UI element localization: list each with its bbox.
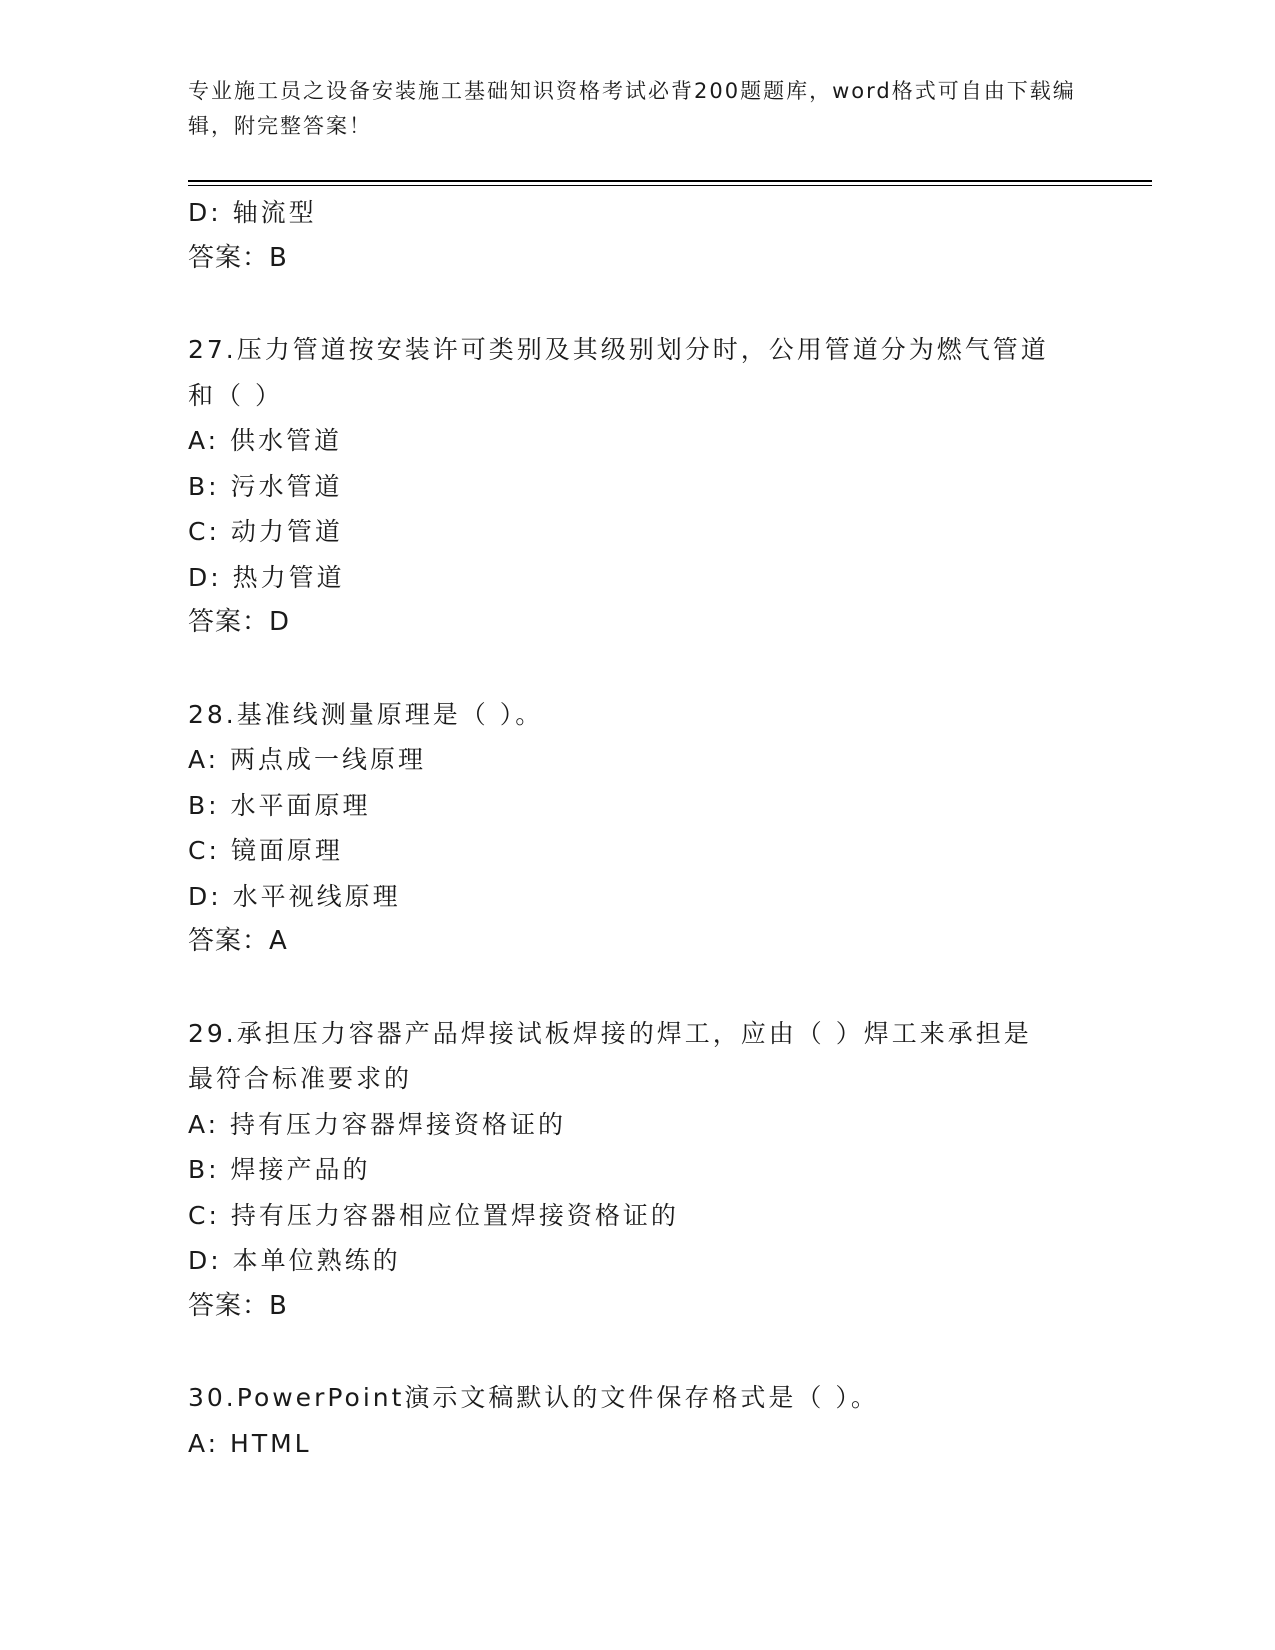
option-a: A: 供水管道 [188, 426, 343, 455]
question-29 [188, 1011, 1088, 1330]
option-a: A: HTML [188, 1428, 312, 1458]
header-divider-thick [188, 180, 1152, 182]
option-d: D: 热力管道 [188, 562, 345, 592]
option-a: A: 两点成一线原理 [188, 745, 427, 774]
header-divider-thin [188, 185, 1152, 186]
option-d: D: 水平视线原理 [188, 881, 401, 911]
answer-line: 答案：B [188, 242, 288, 273]
option-b: B: 焊接产品的 [188, 1155, 371, 1184]
option-c: C: 动力管道 [188, 517, 343, 546]
question-stem-continued: 最符合标准要求的 [188, 1064, 413, 1093]
document-title: 专业施工员之设备安装施工基础知识资格考试必背200题题库，word格式可自由下载编辑，附完整答案！ [188, 79, 1076, 138]
answer-line: 答案：A [188, 926, 288, 956]
question-28 [188, 692, 1088, 965]
option-d: D: 本单位熟练的 [188, 1246, 401, 1275]
question-stem: 27.压力管道按安装许可类别及其级别划分时，公用管道分为燃气管道 [188, 335, 1049, 364]
question-list [188, 190, 1088, 1466]
question-27 [188, 327, 1088, 646]
question-stem: 28.基准线测量原理是（ ）。 [188, 699, 544, 729]
answer-line: 答案：D [188, 607, 291, 637]
carryover-block [188, 190, 1088, 281]
question-30 [188, 1375, 1088, 1466]
question-stem-continued: 和（ ） [188, 380, 283, 410]
question-stem: 30.PowerPoint演示文稿默认的文件保存格式是（ ）。 [188, 1383, 879, 1412]
option-c: C: 镜面原理 [188, 836, 343, 865]
document-header [188, 74, 1088, 144]
question-stem: 29.承担压力容器产品焊接试板焊接的焊工，应由（ ）焊工来承担是 [188, 1018, 1032, 1048]
option-c: C: 持有压力容器相应位置焊接资格证的 [188, 1200, 679, 1230]
option-a: A: 持有压力容器焊接资格证的 [188, 1109, 567, 1139]
option-d: D: 轴流型 [188, 198, 317, 227]
option-b: B: 水平面原理 [188, 790, 371, 820]
option-b: B: 污水管道 [188, 471, 343, 501]
answer-line: 答案：B [188, 1290, 288, 1321]
